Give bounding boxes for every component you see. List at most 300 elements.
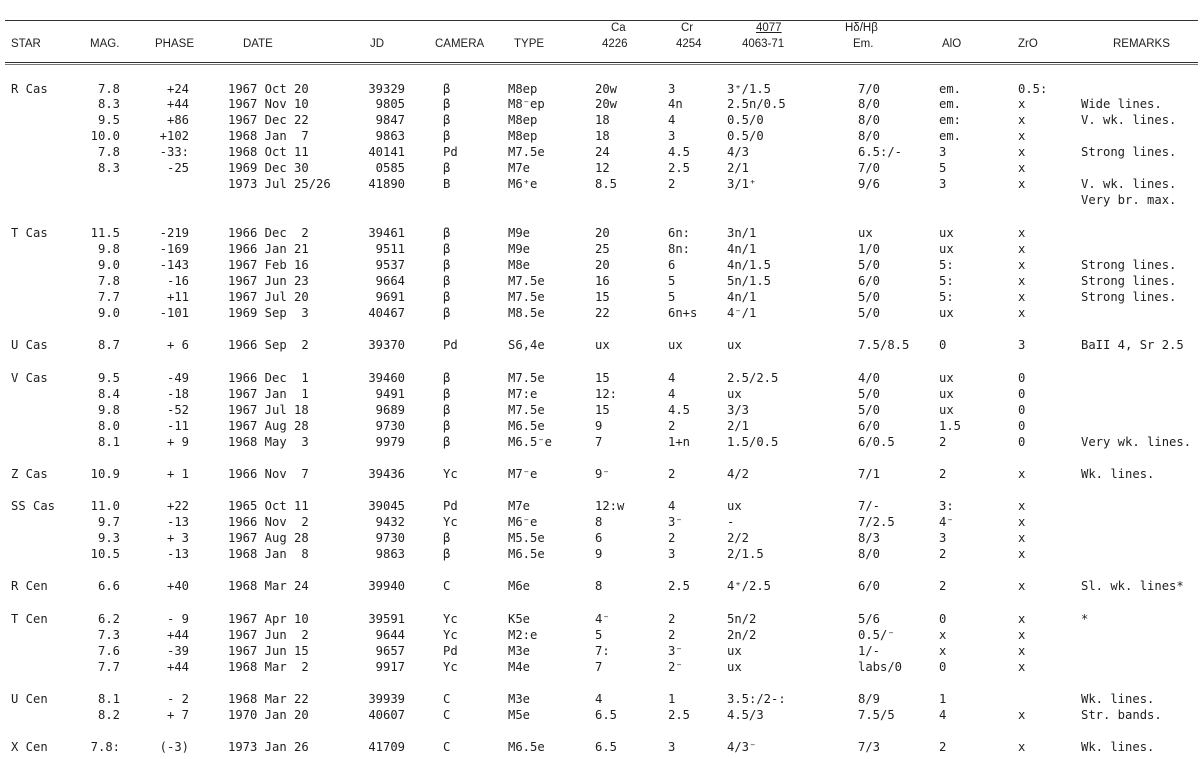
cell-phase: -101 xyxy=(159,306,189,320)
header-star: STAR xyxy=(11,38,41,50)
cell-jd: 39939 xyxy=(368,692,405,706)
cell-phase: -49 xyxy=(166,371,189,385)
cell-camera: β xyxy=(443,161,451,175)
cell-remarks: Strong lines. xyxy=(1081,258,1177,272)
cell-ca: 8 xyxy=(595,579,603,593)
cell-h: 7/1 xyxy=(858,467,881,481)
cell-h: 5/0 xyxy=(858,290,881,304)
cell-zro: x xyxy=(1018,129,1026,143)
cell-camera: β xyxy=(443,129,451,143)
cell-h: 7.5/5 xyxy=(858,708,895,722)
cell-mag: 9.3 xyxy=(97,531,120,545)
cell-camera: Yc xyxy=(443,660,458,674)
cell-alo: 2 xyxy=(939,740,947,754)
cell-jd: 9730 xyxy=(375,531,405,545)
cell-alo: em: xyxy=(939,113,962,127)
cell-camera: β xyxy=(443,531,451,545)
cell-remarks: Wk. lines. xyxy=(1081,692,1155,706)
cell-date: 1966 Jan 21 xyxy=(228,242,309,256)
cell-remarks: BaII 4, Sr 2.5 xyxy=(1081,338,1184,352)
cell-phase: +102 xyxy=(159,129,189,143)
cell-ca: 25 xyxy=(595,242,610,256)
cell-zro: x xyxy=(1018,290,1026,304)
cell-zro: 3 xyxy=(1018,338,1026,352)
cell-phase: +86 xyxy=(166,113,189,127)
cell-jd: 41709 xyxy=(368,740,405,754)
cell-mag: 8.3 xyxy=(97,161,120,175)
cell-type: M7e xyxy=(508,499,531,513)
cell-ratio: ux xyxy=(727,660,742,674)
cell-ratio: 4n/1.5 xyxy=(727,258,772,272)
cell-type: M6⁺e xyxy=(508,177,538,191)
cell-h: labs/0 xyxy=(858,660,903,674)
header-type: TYPE xyxy=(514,38,545,50)
cell-jd: 39591 xyxy=(368,612,405,626)
cell-remarks: Very wk. lines. xyxy=(1081,435,1192,449)
top-rule xyxy=(5,20,1198,21)
cell-cr: 4 xyxy=(668,113,676,127)
cell-ca: 5 xyxy=(595,628,603,642)
cell-date: 1966 Sep 2 xyxy=(228,338,309,352)
cell-ratio: 0.5/0 xyxy=(727,129,764,143)
cell-ca: 7 xyxy=(595,660,603,674)
cell-type: M7e xyxy=(508,161,531,175)
cell-camera: Yc xyxy=(443,628,458,642)
cell-phase: -13 xyxy=(166,515,189,529)
cell-phase: -39 xyxy=(166,644,189,658)
cell-camera: β xyxy=(443,274,451,288)
cell-type: M7⁻e xyxy=(508,467,538,481)
cell-cr: 3 xyxy=(668,129,676,143)
cell-remarks: Wk. lines. xyxy=(1081,740,1155,754)
cell-type: M7.5e xyxy=(508,145,545,159)
cell-phase: -33: xyxy=(159,145,189,159)
cell-mag: 6.6 xyxy=(97,579,120,593)
header-hdelta-hbeta: Hδ/Hβ xyxy=(845,22,878,34)
cell-jd: 9537 xyxy=(375,258,405,272)
cell-alo: 5: xyxy=(939,258,954,272)
cell-ratio: 4n/1 xyxy=(727,290,757,304)
cell-date: 1968 May 3 xyxy=(228,435,309,449)
cell-cr: 5 xyxy=(668,274,676,288)
cell-date: 1967 Apr 10 xyxy=(228,612,309,626)
cell-jd: 40607 xyxy=(368,708,405,722)
cell-zro: x xyxy=(1018,740,1026,754)
cell-type: M6.5e xyxy=(508,740,545,754)
cell-type: M6e xyxy=(508,579,531,593)
cell-h: ux xyxy=(858,226,873,240)
cell-camera: β xyxy=(443,419,451,433)
cell-alo: 2 xyxy=(939,547,947,561)
header-ratio-denominator: 4063-71 xyxy=(742,38,785,50)
cell-cr: 2 xyxy=(668,467,676,481)
cell-jd: 39460 xyxy=(368,371,405,385)
cell-zro: x xyxy=(1018,161,1026,175)
cell-mag: 11.5 xyxy=(90,226,120,240)
cell-camera: Yc xyxy=(443,467,458,481)
cell-ca: ux xyxy=(595,338,610,352)
cell-cr: 2.5 xyxy=(668,161,691,175)
cell-type: M8ep xyxy=(508,129,538,143)
cell-remarks: * xyxy=(1081,612,1089,626)
cell-ratio: 5n/1.5 xyxy=(727,274,772,288)
cell-h: 7/- xyxy=(858,499,881,513)
cell-jd: 9664 xyxy=(375,274,405,288)
cell-jd: 9863 xyxy=(375,547,405,561)
cell-mag: 8.1 xyxy=(97,692,120,706)
cell-remarks: Very br. max. xyxy=(1081,193,1177,207)
cell-date: 1973 Jul 25/26 xyxy=(228,177,331,191)
cell-cr: 1 xyxy=(668,692,676,706)
cell-zro: x xyxy=(1018,145,1026,159)
cell-h: 6/0 xyxy=(858,274,881,288)
cell-ratio: 3/3 xyxy=(727,403,750,417)
cell-camera: β xyxy=(443,242,451,256)
cell-date: 1969 Sep 3 xyxy=(228,306,309,320)
cell-alo: 0 xyxy=(939,612,947,626)
cell-ca: 15 xyxy=(595,290,610,304)
cell-cr: 4n xyxy=(668,97,683,111)
cell-ca: 9⁻ xyxy=(595,467,610,481)
cell-cr: 1+n xyxy=(668,435,691,449)
cell-zro: 0 xyxy=(1018,371,1026,385)
cell-date: 1968 Mar 22 xyxy=(228,692,309,706)
header-camera: CAMERA xyxy=(435,38,485,50)
cell-type: M3e xyxy=(508,692,531,706)
cell-jd: 39045 xyxy=(368,499,405,513)
cell-camera: β xyxy=(443,113,451,127)
cell-h: 8/3 xyxy=(858,531,881,545)
cell-h: 4/0 xyxy=(858,371,881,385)
cell-cr: 4 xyxy=(668,371,676,385)
cell-jd: 39461 xyxy=(368,226,405,240)
cell-camera: β xyxy=(443,547,451,561)
cell-phase: -25 xyxy=(166,161,189,175)
cell-type: M7.5e xyxy=(508,403,545,417)
cell-ca: 15 xyxy=(595,403,610,417)
header-cr-element: Cr xyxy=(681,22,694,34)
cell-date: 1967 Jan 1 xyxy=(228,387,309,401)
cell-alo: ux xyxy=(939,403,954,417)
cell-ca: 12 xyxy=(595,161,610,175)
cell-mag: 9.7 xyxy=(97,515,120,529)
cell-ratio: 4/3⁻ xyxy=(727,740,757,754)
cell-camera: Pd xyxy=(443,338,458,352)
cell-phase: +40 xyxy=(166,579,189,593)
cell-jd: 41890 xyxy=(368,177,405,191)
cell-h: 5/0 xyxy=(858,387,881,401)
cell-cr: 3⁻ xyxy=(668,515,683,529)
cell-date: 1966 Nov 7 xyxy=(228,467,309,481)
header-rule xyxy=(5,62,1198,63)
cell-cr: 4 xyxy=(668,387,676,401)
cell-date: 1967 Jul 20 xyxy=(228,290,309,304)
cell-ratio: ux xyxy=(727,338,742,352)
cell-alo: ux xyxy=(939,226,954,240)
cell-jd: 9511 xyxy=(375,242,405,256)
cell-zro: x xyxy=(1018,531,1026,545)
cell-cr: 4 xyxy=(668,499,676,513)
cell-phase: -18 xyxy=(166,387,189,401)
cell-jd: 9432 xyxy=(375,515,405,529)
cell-zro: x xyxy=(1018,113,1026,127)
cell-mag: 8.2 xyxy=(97,708,120,722)
cell-ratio: 2/1 xyxy=(727,161,750,175)
cell-phase: - 2 xyxy=(166,692,189,706)
cell-cr: 2.5 xyxy=(668,579,691,593)
cell-type: M5.5e xyxy=(508,531,545,545)
cell-phase: +22 xyxy=(166,499,189,513)
cell-date: 1967 Jun 15 xyxy=(228,644,309,658)
cell-mag: 7.7 xyxy=(97,660,120,674)
cell-h: 0.5/⁻ xyxy=(858,628,895,642)
cell-mag: 7.7 xyxy=(97,290,120,304)
cell-ratio: - xyxy=(727,515,735,529)
header-remarks: REMARKS xyxy=(1113,38,1170,50)
cell-alo: 0 xyxy=(939,338,947,352)
cell-cr: 2⁻ xyxy=(668,660,683,674)
cell-ca: 20w xyxy=(595,82,618,96)
cell-jd: 0585 xyxy=(375,161,405,175)
cell-h: 1/0 xyxy=(858,242,881,256)
cell-camera: Yc xyxy=(443,612,458,626)
cell-jd: 39370 xyxy=(368,338,405,352)
cell-ratio: 4/3 xyxy=(727,145,750,159)
cell-ratio: 2.5/2.5 xyxy=(727,371,779,385)
cell-camera: β xyxy=(443,82,451,96)
cell-h: 7/3 xyxy=(858,740,881,754)
cell-mag: 7.8 xyxy=(97,145,120,159)
cell-ratio: 1.5/0.5 xyxy=(727,435,779,449)
cell-cr: 6n+s xyxy=(668,306,698,320)
cell-jd: 9691 xyxy=(375,290,405,304)
cell-date: 1968 Oct 11 xyxy=(228,145,309,159)
cell-alo: x xyxy=(939,644,947,658)
cell-ratio: 0.5/0 xyxy=(727,113,764,127)
cell-h: 7/0 xyxy=(858,161,881,175)
cell-ratio: 3/1⁺ xyxy=(727,177,757,191)
cell-mag: 10.9 xyxy=(90,467,120,481)
cell-date: 1967 Feb 16 xyxy=(228,258,309,272)
cell-h: 1/- xyxy=(858,644,881,658)
cell-date: 1967 Jun 2 xyxy=(228,628,309,642)
cell-date: 1967 Nov 10 xyxy=(228,97,309,111)
cell-mag: 7.6 xyxy=(97,644,120,658)
cell-zro: x xyxy=(1018,515,1026,529)
cell-phase: -219 xyxy=(159,226,189,240)
cell-phase: +11 xyxy=(166,290,189,304)
cell-type: M8e xyxy=(508,258,531,272)
cell-date: 1967 Jun 23 xyxy=(228,274,309,288)
cell-cr: 2.5 xyxy=(668,708,691,722)
cell-date: 1973 Jan 26 xyxy=(228,740,309,754)
cell-camera: β xyxy=(443,97,451,111)
cell-ca: 9 xyxy=(595,419,603,433)
cell-ca: 6.5 xyxy=(595,740,618,754)
cell-ratio: 4.5/3 xyxy=(727,708,764,722)
cell-star: T Cen xyxy=(11,612,48,626)
cell-star: U Cen xyxy=(11,692,48,706)
cell-ca: 7 xyxy=(595,435,603,449)
cell-phase: + 1 xyxy=(166,467,189,481)
cell-jd: 9863 xyxy=(375,129,405,143)
cell-zro: x xyxy=(1018,660,1026,674)
cell-ca: 15 xyxy=(595,371,610,385)
cell-date: 1966 Dec 2 xyxy=(228,226,309,240)
cell-type: M9e xyxy=(508,226,531,240)
cell-zro: x xyxy=(1018,499,1026,513)
cell-star: SS Cas xyxy=(11,499,56,513)
cell-cr: 2 xyxy=(668,419,676,433)
cell-alo: 3 xyxy=(939,145,947,159)
cell-ratio: 2.5n/0.5 xyxy=(727,97,786,111)
cell-ca: 22 xyxy=(595,306,610,320)
cell-date: 1967 Oct 20 xyxy=(228,82,309,96)
cell-ca: 18 xyxy=(595,113,610,127)
cell-alo: em. xyxy=(939,129,962,143)
cell-jd: 39329 xyxy=(368,82,405,96)
cell-cr: 3 xyxy=(668,82,676,96)
cell-phase: +44 xyxy=(166,97,189,111)
cell-ratio: 4n/1 xyxy=(727,242,757,256)
cell-date: 1966 Dec 1 xyxy=(228,371,309,385)
cell-alo: 1 xyxy=(939,692,947,706)
cell-ca: 6.5 xyxy=(595,708,618,722)
cell-cr: 8n: xyxy=(668,242,691,256)
cell-date: 1967 Dec 22 xyxy=(228,113,309,127)
cell-date: 1967 Aug 28 xyxy=(228,531,309,545)
cell-mag: 10.0 xyxy=(90,129,120,143)
cell-ratio: 2n/2 xyxy=(727,628,757,642)
cell-type: M6⁻e xyxy=(508,515,538,529)
cell-type: M8⁻ep xyxy=(508,97,545,111)
cell-type: M7:e xyxy=(508,387,538,401)
cell-star: T Cas xyxy=(11,226,48,240)
cell-h: 7/2.5 xyxy=(858,515,895,529)
cell-camera: C xyxy=(443,708,451,722)
header-zro: ZrO xyxy=(1018,38,1038,50)
cell-type: M4e xyxy=(508,660,531,674)
cell-mag: 7.8 xyxy=(97,274,120,288)
cell-zro: x xyxy=(1018,306,1026,320)
cell-star: U Cas xyxy=(11,338,48,352)
cell-mag: 7.3 xyxy=(97,628,120,642)
cell-remarks: Wk. lines. xyxy=(1081,467,1155,481)
cell-alo: 3: xyxy=(939,499,954,513)
cell-alo: ux xyxy=(939,242,954,256)
cell-ratio: 4/2 xyxy=(727,467,750,481)
cell-cr: 3 xyxy=(668,547,676,561)
cell-zro: 0 xyxy=(1018,419,1026,433)
cell-ratio: ux xyxy=(727,499,742,513)
cell-remarks: Strong lines. xyxy=(1081,274,1177,288)
header-date: DATE xyxy=(243,38,273,50)
cell-ca: 18 xyxy=(595,129,610,143)
cell-jd: 39940 xyxy=(368,579,405,593)
cell-ratio: 3⁺/1.5 xyxy=(727,82,772,96)
cell-h: 5/0 xyxy=(858,258,881,272)
cell-alo: 2 xyxy=(939,579,947,593)
cell-alo: 3 xyxy=(939,177,947,191)
cell-alo: 5 xyxy=(939,161,947,175)
cell-ratio: ux xyxy=(727,644,742,658)
cell-ca: 8.5 xyxy=(595,177,618,191)
header-phase: PHASE xyxy=(155,38,194,50)
cell-type: M6.5⁻e xyxy=(508,435,553,449)
cell-remarks: Strong lines. xyxy=(1081,145,1177,159)
cell-star: V Cas xyxy=(11,371,48,385)
cell-type: M6.5e xyxy=(508,419,545,433)
cell-camera: Pd xyxy=(443,644,458,658)
cell-ratio: 2/1 xyxy=(727,419,750,433)
cell-cr: 3 xyxy=(668,740,676,754)
cell-phase: -143 xyxy=(159,258,189,272)
cell-mag: 9.8 xyxy=(97,403,120,417)
cell-ratio: ux xyxy=(727,387,742,401)
cell-ratio: 2/2 xyxy=(727,531,750,545)
cell-cr: 2 xyxy=(668,177,676,191)
cell-cr: 4.5 xyxy=(668,403,691,417)
cell-type: M8.5e xyxy=(508,306,545,320)
cell-type: M5e xyxy=(508,708,531,722)
cell-camera: C xyxy=(443,579,451,593)
cell-mag: 8.0 xyxy=(97,419,120,433)
cell-camera: β xyxy=(443,387,451,401)
cell-mag: 8.3 xyxy=(97,97,120,111)
cell-phase: + 3 xyxy=(166,531,189,545)
cell-jd: 40467 xyxy=(368,306,405,320)
cell-zro: x xyxy=(1018,274,1026,288)
cell-mag: 8.4 xyxy=(97,387,120,401)
cell-phase: -13 xyxy=(166,547,189,561)
cell-star: R Cen xyxy=(11,579,48,593)
cell-phase: (-3) xyxy=(159,740,189,754)
cell-ca: 6 xyxy=(595,531,603,545)
cell-ratio: 2/1.5 xyxy=(727,547,764,561)
cell-phase: -16 xyxy=(166,274,189,288)
cell-ca: 12:w xyxy=(595,499,625,513)
cell-camera: C xyxy=(443,692,451,706)
cell-phase: - 9 xyxy=(166,612,189,626)
cell-alo: ux xyxy=(939,306,954,320)
cell-zro: x xyxy=(1018,547,1026,561)
cell-jd: 9644 xyxy=(375,628,405,642)
cell-ca: 9 xyxy=(595,547,603,561)
cell-h: 6/0 xyxy=(858,419,881,433)
cell-zro: 0 xyxy=(1018,387,1026,401)
cell-ca: 12: xyxy=(595,387,618,401)
cell-date: 1970 Jan 20 xyxy=(228,708,309,722)
cell-phase: +44 xyxy=(166,660,189,674)
cell-h: 7/0 xyxy=(858,82,881,96)
cell-alo: 4 xyxy=(939,708,947,722)
cell-ca: 4 xyxy=(595,692,603,706)
cell-alo: 5: xyxy=(939,274,954,288)
cell-zro: 0 xyxy=(1018,403,1026,417)
cell-mag: 9.8 xyxy=(97,242,120,256)
cell-camera: β xyxy=(443,371,451,385)
header-rule-lower xyxy=(5,64,1198,65)
cell-mag: 10.5 xyxy=(90,547,120,561)
cell-type: M6.5e xyxy=(508,547,545,561)
cell-type: M7.5e xyxy=(508,371,545,385)
cell-ca: 20 xyxy=(595,226,610,240)
cell-ratio: 5n/2 xyxy=(727,612,757,626)
cell-remarks: Strong lines. xyxy=(1081,290,1177,304)
cell-zro: x xyxy=(1018,97,1026,111)
cell-date: 1968 Jan 7 xyxy=(228,129,309,143)
cell-zro: 0.5: xyxy=(1018,82,1048,96)
